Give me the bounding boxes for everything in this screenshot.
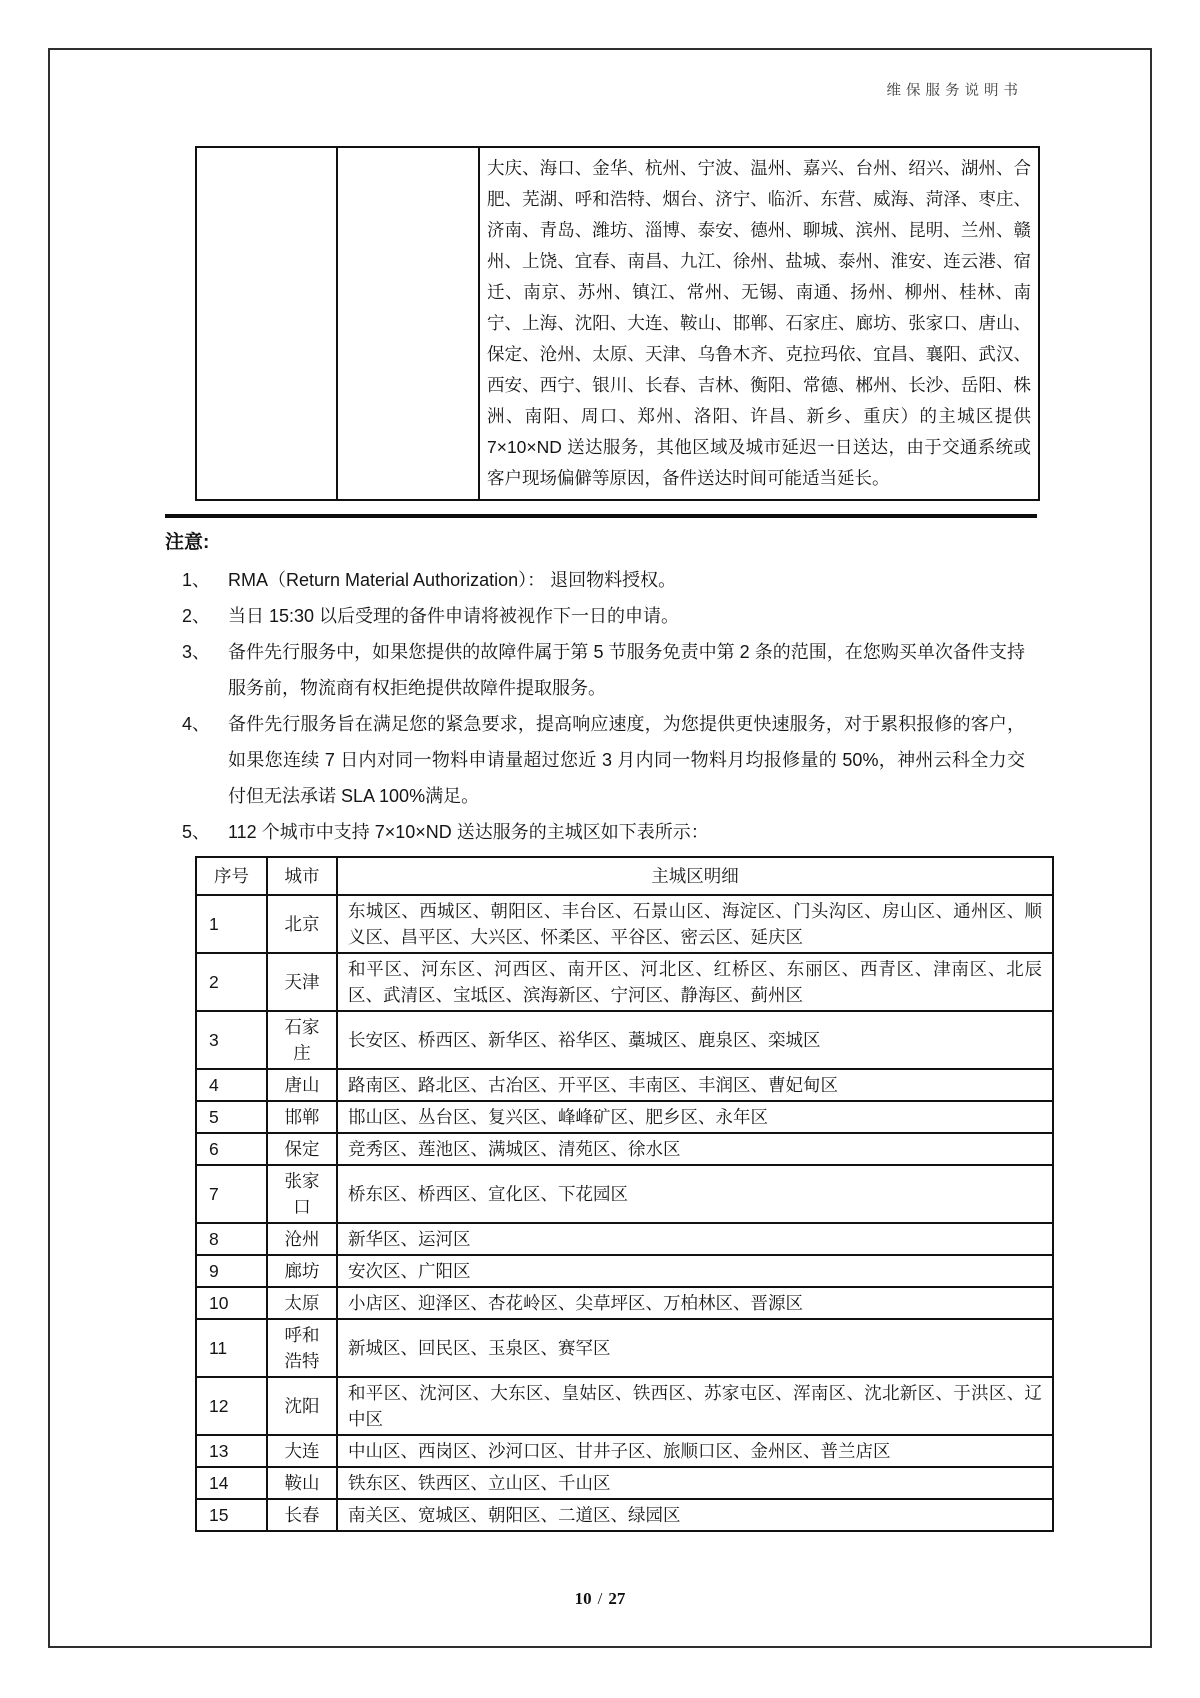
- table-row: [196, 1287, 1053, 1319]
- districts-cell: 东城区、西城区、朝阳区、丰台区、石景山区、海淀区、门头沟区、房山区、通州区、顺义区、昌平区、大兴区、怀柔区、平谷区、密云区、延庆区: [337, 895, 1053, 953]
- districts-cell: 安次区、广阳区: [337, 1255, 1053, 1287]
- row-number-cell: 6: [196, 1133, 267, 1165]
- note-number: 3、: [182, 642, 211, 662]
- row-number-cell: 10: [196, 1287, 267, 1319]
- city-name-cell: 廊坊: [267, 1255, 337, 1287]
- notes-heading: 注意:: [165, 532, 210, 553]
- note-number: 2、: [182, 606, 211, 626]
- table-row: [196, 1011, 1053, 1069]
- districts-cell: 铁东区、铁西区、立山区、千山区: [337, 1467, 1053, 1499]
- districts-cell: 南关区、宽城区、朝阳区、二道区、绿园区: [337, 1499, 1053, 1531]
- table-row: [196, 1499, 1053, 1531]
- city-name-cell: 唐山: [267, 1069, 337, 1101]
- row-number-cell: 8: [196, 1223, 267, 1255]
- note-item: [182, 706, 1025, 814]
- table-row: [196, 1319, 1053, 1377]
- city-name-cell: 张家口: [267, 1165, 337, 1223]
- city-name-cell: 沈阳: [267, 1377, 337, 1435]
- city-name-cell: 保定: [267, 1133, 337, 1165]
- table-header-row: [196, 857, 1053, 895]
- city-name-cell: 石家庄: [267, 1011, 337, 1069]
- empty-cell: [337, 147, 479, 500]
- note-item: [182, 634, 1025, 706]
- page-header-title: 维保服务说明书: [886, 83, 1023, 99]
- city-name-cell: 长春: [267, 1499, 337, 1531]
- page-footer: [50, 1588, 1150, 1610]
- note-item: [182, 814, 1025, 850]
- page-frame: [48, 48, 1152, 1648]
- city-name-cell: 天津: [267, 953, 337, 1011]
- table-row: [196, 1223, 1053, 1255]
- districts-cell: 小店区、迎泽区、杏花岭区、尖草坪区、万柏林区、晋源区: [337, 1287, 1053, 1319]
- row-number-cell: 7: [196, 1165, 267, 1223]
- districts-cell: 新城区、回民区、玉泉区、赛罕区: [337, 1319, 1053, 1377]
- city-name-cell: 邯郸: [267, 1101, 337, 1133]
- city-name-cell: 北京: [267, 895, 337, 953]
- city-name-cell: 太原: [267, 1287, 337, 1319]
- row-number-cell: 11: [196, 1319, 267, 1377]
- table-row: [196, 1101, 1053, 1133]
- note-number: 5、: [182, 822, 211, 842]
- row-number-cell: 13: [196, 1435, 267, 1467]
- table-row: [196, 1377, 1053, 1435]
- row-number-cell: 5: [196, 1101, 267, 1133]
- row-number-cell: 1: [196, 895, 267, 953]
- table-row: [196, 1069, 1053, 1101]
- note-text: 112 个城市中支持 7×10×ND 送达服务的主城区如下表所示：: [228, 822, 709, 842]
- city-districts-table: [195, 856, 1054, 1532]
- notes-section: [165, 528, 1025, 850]
- column-header-city: 城市: [267, 857, 337, 895]
- city-name-cell: 沧州: [267, 1223, 337, 1255]
- page-separator: /: [597, 1589, 603, 1608]
- row-number-cell: 9: [196, 1255, 267, 1287]
- note-number: 4、: [182, 714, 211, 734]
- delivery-coverage-text: 大庆、海口、金华、杭州、宁波、温州、嘉兴、台州、绍兴、湖州、合肥、芜湖、呼和浩特、烟台、济宁、临沂、东营、威海、菏泽、枣庄、济南、青岛、潍坊、淄博、泰安、德州、聊城、滨州、昆明、兰州、赣州、上饶、宜春、南昌、九江、徐州、盐城、泰州、淮安、连云港、宿迁、南京、苏州、镇江、常州、无锡、南通、扬州、柳州、桂林、南宁、上海、沈阳、大连、鞍山、邯郸、石家庄、廊坊、张家口、唐山、保定、沧州、太原、天津、乌鲁木齐、克拉玛依、宜昌、襄阳、武汉、西安、西宁、银川、长春、吉林、衡阳、常德、郴州、长沙、岳阳、株洲、南阳、周口、郑州、洛阳、许昌、新乡、重庆）的主城区提供 7×10×ND 送达服务，其他区域及城市延迟一日送达，由于交通系统或客户现场偏僻等原因，备件送达时间可能适当延长。: [479, 147, 1039, 500]
- section-divider-rule: [165, 514, 1037, 518]
- note-text: 当日 15:30 以后受理的备件申请将被视作下一日的申请。: [228, 606, 680, 626]
- table-row: [196, 1435, 1053, 1467]
- districts-cell: 和平区、河东区、河西区、南开区、河北区、红桥区、东丽区、西青区、津南区、北辰区、武清区、宝坻区、滨海新区、宁河区、静海区、蓟州区: [337, 953, 1053, 1011]
- row-number-cell: 2: [196, 953, 267, 1011]
- table-row: [196, 147, 1039, 500]
- districts-cell: 桥东区、桥西区、宣化区、下花园区: [337, 1165, 1053, 1223]
- current-page-number: 10: [574, 1589, 592, 1608]
- table-row: [196, 953, 1053, 1011]
- row-number-cell: 12: [196, 1377, 267, 1435]
- districts-cell: 和平区、沈河区、大东区、皇姑区、铁西区、苏家屯区、浑南区、沈北新区、于洪区、辽中区: [337, 1377, 1053, 1435]
- note-text: 备件先行服务旨在满足您的紧急要求，提高响应速度，为您提供更快速服务，对于累积报修的客户，如果您连续 7 日内对同一物料申请量超过您近 3 月内同一物料月均报修量的 50%，神州云科全力交付但无法承诺 SLA 100%满足。: [228, 714, 1025, 806]
- table-row: [196, 1255, 1053, 1287]
- table-row: [196, 895, 1053, 953]
- spare-parts-delivery-table: [195, 146, 1040, 501]
- table-row: [196, 1165, 1053, 1223]
- column-header-no: 序号: [196, 857, 267, 895]
- row-number-cell: 14: [196, 1467, 267, 1499]
- empty-cell: [196, 147, 337, 500]
- districts-cell: 邯山区、丛台区、复兴区、峰峰矿区、肥乡区、永年区: [337, 1101, 1053, 1133]
- note-text: RMA（Return Material Authorization）： 退回物料授权。: [228, 570, 677, 590]
- city-name-cell: 呼和浩特: [267, 1319, 337, 1377]
- column-header-districts: 主城区明细: [337, 857, 1053, 895]
- city-name-cell: 大连: [267, 1435, 337, 1467]
- row-number-cell: 3: [196, 1011, 267, 1069]
- table-row: [196, 1133, 1053, 1165]
- districts-cell: 路南区、路北区、古冶区、开平区、丰南区、丰润区、曹妃甸区: [337, 1069, 1053, 1101]
- city-name-cell: 鞍山: [267, 1467, 337, 1499]
- table-row: [196, 1467, 1053, 1499]
- notes-list: [165, 562, 1025, 850]
- note-item: [182, 598, 1025, 634]
- note-text: 备件先行服务中，如果您提供的故障件属于第 5 节服务免责中第 2 条的范围，在您购买单次备件支持服务前，物流商有权拒绝提供故障件提取服务。: [228, 642, 1025, 698]
- districts-cell: 竞秀区、莲池区、满城区、清苑区、徐水区: [337, 1133, 1053, 1165]
- note-item: [182, 562, 1025, 598]
- row-number-cell: 4: [196, 1069, 267, 1101]
- note-number: 1、: [182, 570, 211, 590]
- districts-cell: 长安区、桥西区、新华区、裕华区、藁城区、鹿泉区、栾城区: [337, 1011, 1053, 1069]
- districts-cell: 中山区、西岗区、沙河口区、甘井子区、旅顺口区、金州区、普兰店区: [337, 1435, 1053, 1467]
- city-table-body: [196, 895, 1053, 1531]
- total-page-number: 27: [608, 1589, 626, 1608]
- row-number-cell: 15: [196, 1499, 267, 1531]
- districts-cell: 新华区、运河区: [337, 1223, 1053, 1255]
